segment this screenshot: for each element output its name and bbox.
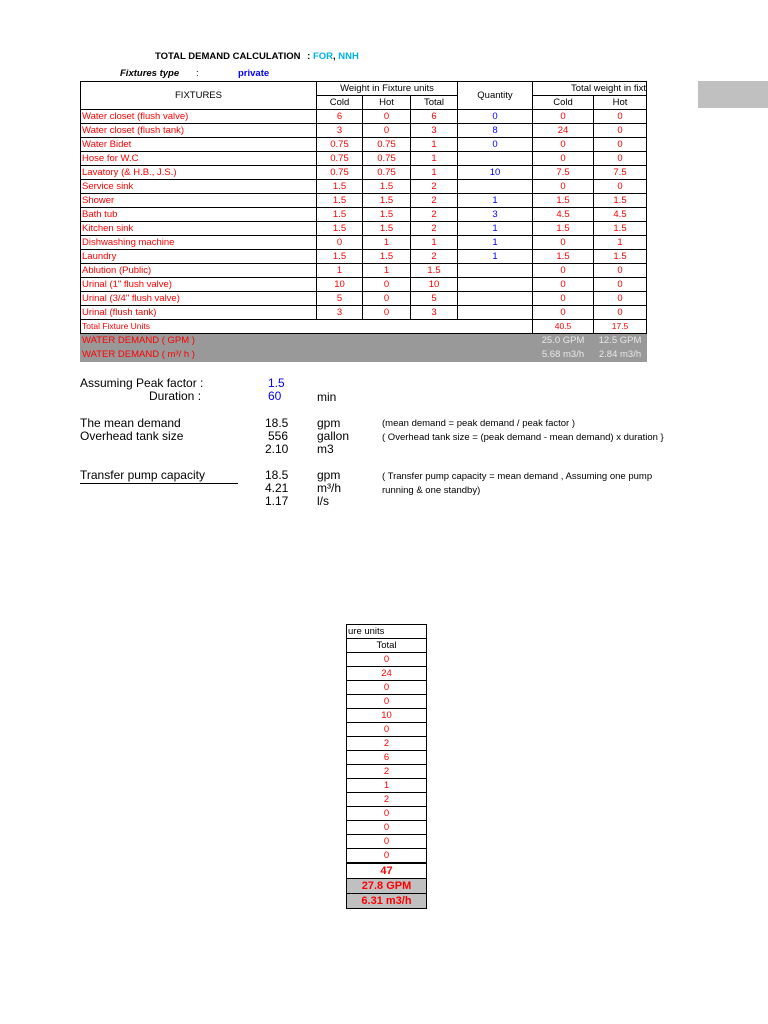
list-item bbox=[347, 695, 427, 709]
tank-size-m3: 2.10 bbox=[265, 442, 289, 456]
pump-capacity-label: Transfer pump capacity bbox=[80, 468, 205, 482]
total-cold: 0 bbox=[533, 152, 594, 166]
small-table-value: 24 bbox=[347, 667, 427, 681]
total-hot: 1.5 bbox=[594, 222, 647, 236]
small-table-value: 0 bbox=[347, 681, 427, 695]
weight-total: 1 bbox=[411, 138, 458, 152]
quantity bbox=[458, 180, 533, 194]
total-hot: 1.5 bbox=[594, 250, 647, 264]
table-row bbox=[81, 194, 647, 208]
total-cold: 1.5 bbox=[533, 222, 594, 236]
fixture-name: Kitchen sink bbox=[81, 222, 317, 236]
weight-total: 2 bbox=[411, 208, 458, 222]
table-row bbox=[81, 138, 647, 152]
total-cold: 0 bbox=[533, 278, 594, 292]
weight-hot: 0 bbox=[363, 124, 411, 138]
tank-size-note: ( Overhead tank size = (peak demand - mean demand) x duration } bbox=[382, 432, 664, 443]
weight-hot: 0.75 bbox=[363, 166, 411, 180]
weight-cold: 1.5 bbox=[317, 194, 363, 208]
small-table-value: 0 bbox=[347, 849, 427, 864]
quantity: 0 bbox=[458, 110, 533, 124]
table-row bbox=[81, 292, 647, 306]
tank-size-gallon-unit: gallon bbox=[317, 429, 350, 443]
total-cold: 4.5 bbox=[533, 208, 594, 222]
project-name: NNH bbox=[338, 51, 359, 62]
quantity: 3 bbox=[458, 208, 533, 222]
weight-total: 5 bbox=[411, 292, 458, 306]
weight-cold: 1.5 bbox=[317, 208, 363, 222]
total-hot: 0 bbox=[594, 278, 647, 292]
weight-total: 2 bbox=[411, 194, 458, 208]
quantity bbox=[458, 264, 533, 278]
weight-hot: 0.75 bbox=[363, 152, 411, 166]
list-item bbox=[347, 723, 427, 737]
duration-label: Duration : bbox=[149, 389, 202, 403]
total-cold: 24 bbox=[533, 124, 594, 138]
weight-cold: 3 bbox=[317, 306, 363, 320]
sub-thot: Hot bbox=[594, 96, 647, 110]
weight-total: 1 bbox=[411, 152, 458, 166]
weight-cold: 6 bbox=[317, 110, 363, 124]
weight-cold: 1.5 bbox=[317, 250, 363, 264]
col-fixtures: FIXTURES bbox=[81, 82, 317, 110]
pump-capacity-m3h-unit: m³/h bbox=[317, 481, 341, 495]
weight-hot: 1 bbox=[363, 264, 411, 278]
tank-size-label: Overhead tank size bbox=[80, 429, 184, 443]
sub-tcold: Cold bbox=[533, 96, 594, 110]
weight-hot: 0.75 bbox=[363, 138, 411, 152]
total-hot: 0 bbox=[594, 264, 647, 278]
list-item bbox=[347, 681, 427, 695]
total-cold: 1.5 bbox=[533, 250, 594, 264]
weight-hot: 1.5 bbox=[363, 222, 411, 236]
mean-demand-label: The mean demand bbox=[80, 416, 181, 430]
weight-cold: 10 bbox=[317, 278, 363, 292]
pump-capacity-gpm: 18.5 bbox=[265, 468, 289, 482]
weight-total: 6 bbox=[411, 110, 458, 124]
fixtures-table bbox=[80, 81, 647, 362]
col-quantity: Quantity bbox=[458, 82, 533, 110]
table-row bbox=[81, 264, 647, 278]
fixture-name: Urinal (3/4" flush valve) bbox=[81, 292, 317, 306]
small-table-value: 2 bbox=[347, 765, 427, 779]
sub-hot: Hot bbox=[363, 96, 411, 110]
weight-total: 10 bbox=[411, 278, 458, 292]
mean-demand-unit: gpm bbox=[317, 416, 341, 430]
weight-hot: 0 bbox=[363, 110, 411, 124]
list-item bbox=[347, 653, 427, 667]
total-hot: 7.5 bbox=[594, 166, 647, 180]
weight-hot: 0 bbox=[363, 306, 411, 320]
list-item bbox=[347, 667, 427, 681]
table-row bbox=[81, 152, 647, 166]
list-item bbox=[347, 765, 427, 779]
quantity bbox=[458, 278, 533, 292]
small-table-gpm: 27.8 GPM bbox=[347, 879, 427, 894]
total-hot: 0 bbox=[594, 124, 647, 138]
total-hot: 0 bbox=[594, 180, 647, 194]
list-item bbox=[347, 737, 427, 751]
tank-size-m3-unit: m3 bbox=[317, 442, 334, 456]
small-table-value: 0 bbox=[347, 695, 427, 709]
table-row bbox=[81, 306, 647, 320]
fixtures-type-colon: : bbox=[196, 68, 199, 79]
table-row bbox=[81, 208, 647, 222]
peak-factor-value: 1.5 bbox=[268, 376, 285, 390]
water-demand-m3h-hot: 2.84 m3/h bbox=[594, 348, 647, 362]
page-title: TOTAL DEMAND CALCULATION : FOR, NNH bbox=[155, 51, 359, 62]
for-label: FOR bbox=[312, 51, 333, 62]
total-hot: 1 bbox=[594, 236, 647, 250]
small-table-value: 0 bbox=[347, 821, 427, 835]
duration-unit: min bbox=[317, 390, 337, 404]
total-hot: 17.5 bbox=[594, 320, 647, 334]
table-row bbox=[81, 250, 647, 264]
total-hot: 0 bbox=[594, 306, 647, 320]
water-demand-gpm-cold: 25.0 GPM bbox=[533, 334, 594, 348]
table-row bbox=[81, 166, 647, 180]
total-hot: 0 bbox=[594, 138, 647, 152]
fixture-name: Urinal (flush tank) bbox=[81, 306, 317, 320]
small-table-m3h: 6.31 m3/h bbox=[347, 894, 427, 909]
list-item bbox=[347, 849, 427, 864]
table-row bbox=[81, 110, 647, 124]
total-hot: 0 bbox=[594, 152, 647, 166]
list-item bbox=[347, 807, 427, 821]
small-table-value: 0 bbox=[347, 653, 427, 667]
weight-cold: 1 bbox=[317, 264, 363, 278]
fixture-name: Water closet (flush tank) bbox=[81, 124, 317, 138]
list-item bbox=[347, 821, 427, 835]
total-cold: 0 bbox=[533, 236, 594, 250]
weight-hot: 1.5 bbox=[363, 250, 411, 264]
pump-capacity-m3h: 4.21 bbox=[265, 481, 289, 495]
quantity: 1 bbox=[458, 236, 533, 250]
fixture-name: Water closet (flush valve) bbox=[81, 110, 317, 124]
water-demand-gpm-label: WATER DEMAND ( GPM ) bbox=[81, 334, 533, 348]
table-row bbox=[81, 222, 647, 236]
weight-total: 2 bbox=[411, 180, 458, 194]
weight-hot: 1.5 bbox=[363, 180, 411, 194]
total-cold: 0 bbox=[533, 138, 594, 152]
weight-total: 3 bbox=[411, 124, 458, 138]
weight-cold: 1.5 bbox=[317, 222, 363, 236]
quantity: 1 bbox=[458, 194, 533, 208]
total-cold: 0 bbox=[533, 264, 594, 278]
small-table-value: 10 bbox=[347, 709, 427, 723]
small-table-value: 1 bbox=[347, 779, 427, 793]
total-cold: 0 bbox=[533, 306, 594, 320]
total-cold: 7.5 bbox=[533, 166, 594, 180]
table-row bbox=[81, 180, 647, 194]
weight-total: 1 bbox=[411, 166, 458, 180]
total-cold: 40.5 bbox=[533, 320, 594, 334]
pump-capacity-ls: 1.17 bbox=[265, 494, 289, 508]
small-table-value: 2 bbox=[347, 793, 427, 807]
list-item bbox=[347, 751, 427, 765]
sub-total: Total bbox=[411, 96, 458, 110]
pump-capacity-ls-unit: l/s bbox=[317, 494, 329, 508]
col-weight-group: Weight in Fixture units bbox=[317, 82, 458, 96]
fixture-name: Water Bidet bbox=[81, 138, 317, 152]
fixture-name: Bath tub bbox=[81, 208, 317, 222]
table-row bbox=[81, 236, 647, 250]
water-demand-m3h-cold: 5.68 m3/h bbox=[533, 348, 594, 362]
weight-total: 2 bbox=[411, 222, 458, 236]
list-item bbox=[347, 779, 427, 793]
quantity bbox=[458, 152, 533, 166]
total-cold: 0 bbox=[533, 292, 594, 306]
weight-hot: 1 bbox=[363, 236, 411, 250]
fixture-name: Dishwashing machine bbox=[81, 236, 317, 250]
weight-hot: 1.5 bbox=[363, 208, 411, 222]
small-table-subheader: Total bbox=[347, 639, 427, 653]
total-hot: 4.5 bbox=[594, 208, 647, 222]
quantity: 1 bbox=[458, 250, 533, 264]
fixture-name: Laundry bbox=[81, 250, 317, 264]
list-item bbox=[347, 835, 427, 849]
total-hot: 0 bbox=[594, 292, 647, 306]
fixtures-type-label: Fixtures type bbox=[120, 68, 180, 79]
small-table-value: 2 bbox=[347, 737, 427, 751]
weight-hot: 1.5 bbox=[363, 194, 411, 208]
pump-capacity-gpm-unit: gpm bbox=[317, 468, 341, 482]
table-row bbox=[81, 124, 647, 138]
water-demand-gpm-hot: 12.5 GPM bbox=[594, 334, 647, 348]
small-table-sum: 47 bbox=[347, 863, 427, 879]
weight-hot: 0 bbox=[363, 292, 411, 306]
total-fixture-units-label: Total Fixture Units bbox=[81, 320, 533, 334]
mean-demand-note: (mean demand = peak demand / peak factor ) bbox=[382, 418, 576, 429]
weight-total: 2 bbox=[411, 250, 458, 264]
small-table-value: 6 bbox=[347, 751, 427, 765]
weight-total: 1.5 bbox=[411, 264, 458, 278]
weight-cold: 0.75 bbox=[317, 166, 363, 180]
quantity: 8 bbox=[458, 124, 533, 138]
fixture-name: Ablution (Public) bbox=[81, 264, 317, 278]
quantity bbox=[458, 306, 533, 320]
weight-cold: 5 bbox=[317, 292, 363, 306]
small-table-value: 0 bbox=[347, 807, 427, 821]
fixture-name: Lavatory (& H.B., J.S.) bbox=[81, 166, 317, 180]
fixture-name: Service sink bbox=[81, 180, 317, 194]
total-hot: 0 bbox=[594, 110, 647, 124]
small-table-header: ure units bbox=[347, 625, 427, 639]
weight-cold: 0 bbox=[317, 236, 363, 250]
weight-hot: 0 bbox=[363, 278, 411, 292]
small-table-value: 0 bbox=[347, 835, 427, 849]
quantity bbox=[458, 292, 533, 306]
total-cold: 1.5 bbox=[533, 194, 594, 208]
list-item bbox=[347, 709, 427, 723]
total-hot: 1.5 bbox=[594, 194, 647, 208]
weight-cold: 1.5 bbox=[317, 180, 363, 194]
fixtures-type-value: private bbox=[238, 68, 270, 79]
quantity: 10 bbox=[458, 166, 533, 180]
mean-demand-value: 18.5 bbox=[265, 416, 289, 430]
weight-cold: 0.75 bbox=[317, 138, 363, 152]
weight-total: 3 bbox=[411, 306, 458, 320]
fixture-name: Shower bbox=[81, 194, 317, 208]
quantity: 1 bbox=[458, 222, 533, 236]
fixture-name: Hose for W.C bbox=[81, 152, 317, 166]
total-fixture-units-table bbox=[346, 624, 427, 909]
sub-cold: Cold bbox=[317, 96, 363, 110]
total-cold: 0 bbox=[533, 180, 594, 194]
column-overflow-band bbox=[698, 81, 768, 108]
weight-cold: 0.75 bbox=[317, 152, 363, 166]
duration-value: 60 bbox=[268, 389, 282, 403]
quantity: 0 bbox=[458, 138, 533, 152]
water-demand-m3h-label: WATER DEMAND ( m³/ h ) bbox=[81, 348, 533, 362]
list-item bbox=[347, 793, 427, 807]
table-row bbox=[81, 278, 647, 292]
fixture-name: Urinal (1" flush valve) bbox=[81, 278, 317, 292]
tank-size-gallon: 556 bbox=[268, 429, 289, 443]
total-cold: 0 bbox=[533, 110, 594, 124]
pump-capacity-note-1: ( Transfer pump capacity = mean demand , Assuming one pump bbox=[382, 471, 653, 482]
small-table-value: 0 bbox=[347, 723, 427, 737]
weight-cold: 3 bbox=[317, 124, 363, 138]
pump-capacity-underline bbox=[80, 483, 238, 484]
peak-factor-label: Assuming Peak factor : bbox=[80, 376, 204, 390]
col-total-weight-group: Total weight in fixt bbox=[533, 82, 647, 96]
pump-capacity-note-2: running & one standby) bbox=[382, 485, 481, 496]
weight-total: 1 bbox=[411, 236, 458, 250]
